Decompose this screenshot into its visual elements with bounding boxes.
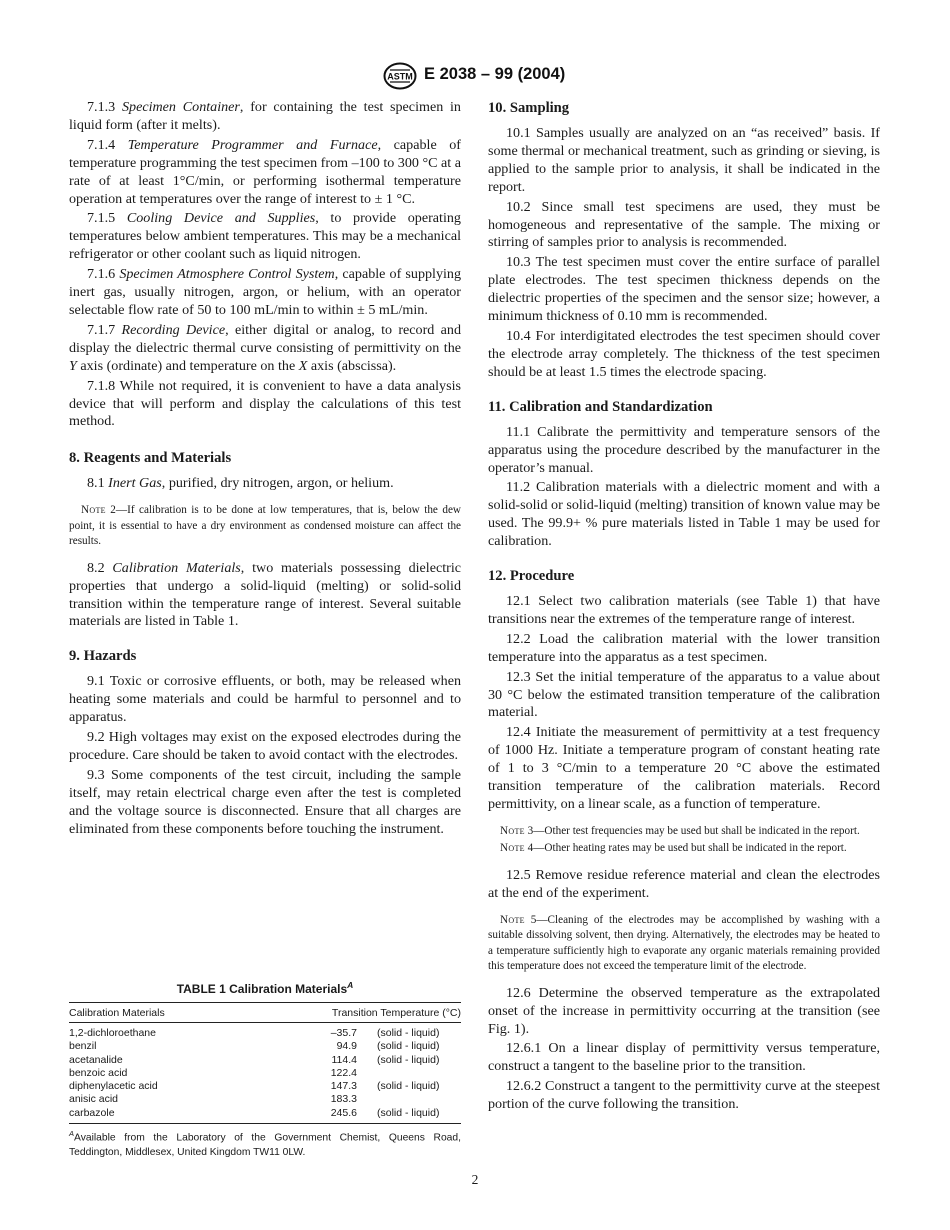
transition-temperature: 122.4 — [330, 1066, 357, 1079]
table-row — [69, 1107, 461, 1124]
paragraph-9-2: 9.2 High voltages may exist on the exposed electrodes during the procedure. Care should be taken to avoid contact with the electrodes. — [69, 729, 461, 763]
note-3: Note 3—Other test frequencies may be used but shall be indicated in the report. — [500, 824, 860, 837]
table-row — [69, 1054, 461, 1067]
paragraph-9-3: 9.3 Some components of the test circuit, including the sample itself, may retain electrical charge even after the test is completed and the voltage source is disconnected. Ensure that all charges are eliminated from these components before touching the instrument. — [69, 766, 461, 837]
transition-type: (solid - liquid) — [377, 1080, 440, 1093]
table-title: TABLE 1 Calibration Materials$^A$ — [176, 980, 354, 996]
table-1 — [69, 978, 461, 1160]
right-column — [488, 99, 880, 1114]
paragraph-12-6: 12.6 Determine the observed temperature as the extrapolated onset of the increase in permittivity occurring at the transition (see Fig. 1). — [488, 984, 880, 1037]
table-row — [69, 1023, 461, 1041]
transition-type: (solid - liquid) — [377, 1053, 440, 1066]
transition-temperature: –35.7 — [330, 1027, 357, 1039]
table-header-row — [69, 1003, 461, 1023]
column-header-materials: Calibration Materials — [69, 1003, 299, 1023]
paragraph-12-6-2: 12.6.2 Construct a tangent to the permittivity curve at the steepest portion of the curve following the transition. — [488, 1078, 880, 1113]
table-footnote: $^A$Available from the Laboratory of the Government Chemist, Queens Road, Teddington, Middlesex, United Kingdom TW11 0LW. — [69, 1129, 461, 1158]
paragraph-12-2: 12.2 Load the calibration material with the lower transition temperature into the apparatus as a test specimen. — [488, 630, 880, 665]
material-name: benzoic acid — [69, 1066, 128, 1079]
note-5: Note 5—Cleaning of the electrodes may be accomplished by washing with a suitable dissolving solvent, then drying. Alternatively, the electrodes may be heated to a temperature sufficiently high to evaporate any organic materials remaining provided this temperature does not exceed the temperature limit of the electrode. — [488, 913, 880, 973]
paragraph-7-1-5: 7.1.5 Cooling Device and Supplies, to provide operating temperatures below ambient temperatures. This may be a mechanical refrigerator or other coolant such as liquid nitrogen. — [69, 210, 461, 263]
astm-logo — [383, 62, 417, 90]
transition-type: (solid - liquid) — [377, 1027, 440, 1039]
paragraph-12-6-1: 12.6.1 On a linear display of permittivity versus temperature, construct a tangent to the baseline prior to the transition. — [488, 1040, 880, 1075]
paragraph-8-1: 8.1 Inert Gas, purified, dry nitrogen, argon, or helium. — [87, 475, 394, 492]
paragraph-12-4: 12.4 Initiate the measurement of permittivity at a test frequency of 1000 Hz. Initiate a temperature program of constant heating rate of 1 to 3 °C/min to a temperature 20 °C above the estimated transition temperature of the calibration materials. Record permittivity, on a linear scale, as a function of temperature. — [488, 724, 880, 812]
section-8-heading: 8. Reagents and Materials — [69, 450, 232, 467]
paragraph-9-1: 9.1 Toxic or corrosive effluents, or both, may be released when heating some materials and could be harmful to personnel and to apparatus. — [69, 673, 461, 726]
page-number: 2 — [471, 1172, 479, 1187]
material-name: carbazole — [69, 1107, 299, 1124]
transition-temperature: 114.4 — [331, 1053, 357, 1066]
note-2: Note 2—If calibration is to be done at low temperatures, that is, below the dew point, it is essential to have a dry environment as condensed moisture can affect the results. — [69, 504, 461, 548]
paragraph-7-1-6: 7.1.6 Specimen Atmosphere Control System, capable of supplying inert gas, usually nitrogen, argon, or helium, with an operator selectable flow rate of 50 to 100 mL/min to within ± 5 mL/min. — [69, 266, 462, 318]
transition-temperature: 94.9 — [336, 1040, 357, 1053]
transition-type: (solid - liquid) — [377, 1040, 440, 1053]
material-name: benzil — [69, 1040, 97, 1053]
paragraph-10-4: 10.4 For interdigitated electrodes the test specimen should cover the electrode array completely. The thickness of the test specimen should be at least 1.5 times the electrode spacing. — [488, 327, 880, 380]
transition-type — [357, 1093, 461, 1106]
table-row — [69, 1040, 461, 1053]
paragraph-8-2: 8.2 Calibration Materials, two materials possessing dielectric properties that undergo a solid-liquid (melting) or solid-solid transition within the temperature range of interest. Several suitable materials are listed in Table 1. — [69, 559, 461, 630]
table-row — [69, 1067, 461, 1080]
section-10-heading: 10. Sampling — [488, 100, 570, 116]
transition-type: (solid - liquid) — [357, 1107, 461, 1124]
table-row — [69, 1080, 461, 1093]
paragraph-7-1-3: 7.1.3 Specimen Container, for containing the test specimen in liquid form (after it melts). — [69, 99, 461, 133]
note-4: Note 4—Other heating rates may be used but shall be indicated in the report. — [500, 842, 847, 855]
paragraph-7-1-8: 7.1.8 While not required, it is convenient to have a data analysis device that will perform and display the calculations of this test method. — [69, 377, 461, 430]
transition-temperature: 245.6 — [299, 1107, 357, 1124]
paragraph-10-2: 10.2 Since small test specimens are used, they must be homogeneous and representative of the sample. The mixing or stirring of samples prior to analysis is recommended. — [488, 198, 880, 251]
section-9-heading: 9. Hazards — [69, 648, 137, 665]
table-row — [69, 1093, 461, 1106]
paragraph-11-1: 11.1 Calibrate the permittivity and temperature sensors of the apparatus using the procedure described by the manufacturer in the operator’s manual. — [488, 423, 880, 476]
paragraph-11-2: 11.2 Calibration materials with a dielectric moment and with a solid-solid or solid-liquid (melting) transition of known value may be used. The 99.9+ % pure materials listed in Table 1 may be used for calibration. — [488, 479, 880, 550]
standard-designation: E 2038 – 99 (2004) — [424, 65, 566, 83]
paragraph-12-1: 12.1 Select two calibration materials (see Table 1) that have transitions near the extremes of the temperature range of interest. — [488, 593, 880, 627]
section-11-heading: 11. Calibration and Standardization — [488, 398, 713, 415]
material-name: acetanalide — [69, 1053, 123, 1066]
paragraph-10-1: 10.1 Samples usually are analyzed on an “as received” basis. If some thermal or mechanical treatment, such as grinding or sieving, is applied to the sample prior to analysis, it shall be indicated in the report. — [488, 125, 880, 195]
section-12-heading: 12. Procedure — [488, 568, 575, 585]
paragraph-7-1-4: 7.1.4 Temperature Programmer and Furnace, capable of temperature programming the test specimen from –100 to 300 °C at a rate of at least 1°C/min, or performing isothermal temperature operation at temperatures over the range of interest to ± 1 °C. — [69, 136, 461, 207]
calibration-table — [69, 1002, 461, 1124]
logo-lettering: ASTM — [387, 71, 413, 82]
paragraph-7-1-7: 7.1.7 Recording Device, either digital or analog, to record and display the dielectric thermal curve consisting of permittivity on the Y axis (ordinate) and temperature on the X axis (abscissa). — [69, 321, 461, 374]
transition-temperature: 147.3 — [330, 1080, 357, 1093]
material-name: diphenylacetic acid — [69, 1080, 158, 1093]
transition-temperature: 183.3 — [330, 1093, 357, 1106]
left-column — [69, 99, 461, 839]
column-header-temperature: Transition Temperature (°C) — [299, 1003, 461, 1023]
page-header — [0, 62, 950, 90]
paragraph-12-3: 12.3 Set the initial temperature of the apparatus to a value about 30 °C below the estimated transition temperature of the calibration material. — [488, 668, 880, 721]
material-name: anisic acid — [69, 1093, 119, 1106]
paragraph-12-5: 12.5 Remove residue reference material and clean the electrodes at the end of the experiment. — [488, 866, 880, 901]
material-name: 1,2-dichloroethane — [69, 1027, 156, 1039]
transition-type — [357, 1067, 461, 1080]
paragraph-10-3: 10.3 The test specimen must cover the entire surface of parallel plate electrodes. The test specimen thickness depends on the dielectric properties of the specimen and the sensor size; however, a minimum thickness of 0.10 mm is recommended. — [488, 254, 880, 325]
